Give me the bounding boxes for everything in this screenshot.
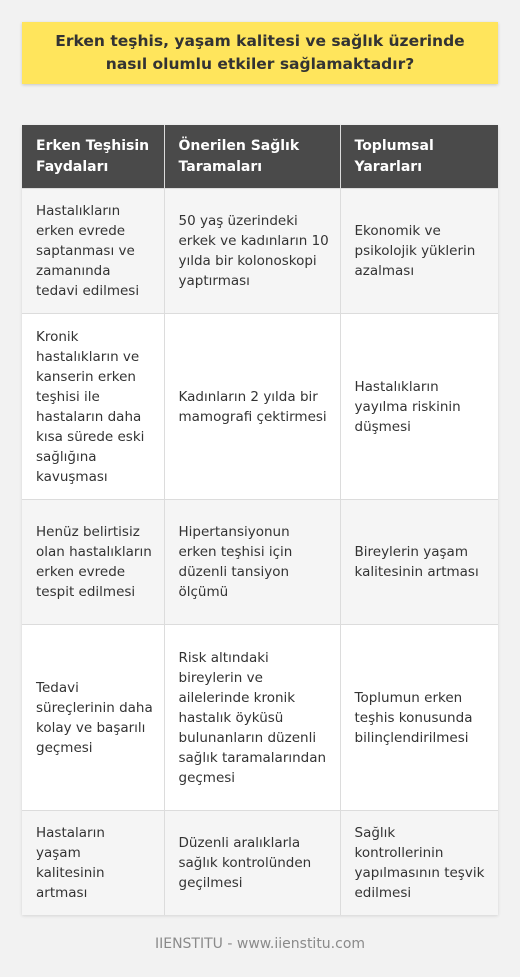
- table-header-row: [22, 125, 498, 189]
- table-cell: Toplumun erken teşhis konusunda bilinçlendirilmesi: [340, 625, 498, 811]
- table-cell: Hastalıkların erken evrede saptanması ve zamanında tedavi edilmesi: [22, 189, 164, 314]
- table-row: [22, 314, 498, 500]
- table-cell: Hastaların yaşam kalitesinin artması: [22, 811, 164, 916]
- column-header-social-benefits: Toplumsal Yararları: [340, 125, 498, 189]
- table-cell: Hipertansiyonun erken teşhisi için düzenli tansiyon ölçümü: [164, 500, 340, 625]
- table-cell: Kronik hastalıkların ve kanserin erken teşhisi ile hastaların daha kısa sürede eski sağlığına kavuşması: [22, 314, 164, 500]
- comparison-table: [22, 125, 498, 915]
- page-title: Erken teşhis, yaşam kalitesi ve sağlık üzerinde nasıl olumlu etkiler sağlamaktadır?: [55, 32, 465, 73]
- table-row: [22, 189, 498, 314]
- table-cell: Ekonomik ve psikolojik yüklerin azalması: [340, 189, 498, 314]
- table-cell: Tedavi süreçlerinin daha kolay ve başarılı geçmesi: [22, 625, 164, 811]
- title-banner: [22, 22, 498, 84]
- table-row: [22, 625, 498, 811]
- table-cell: Sağlık kontrollerinin yapılmasının teşvik edilmesi: [340, 811, 498, 916]
- table-cell: Risk altındaki bireylerin ve ailelerinde kronik hastalık öyküsü bulunanların düzenli sağlık taramalarından geçmesi: [164, 625, 340, 811]
- table-row: [22, 811, 498, 916]
- table-row: [22, 500, 498, 625]
- table-cell: Bireylerin yaşam kalitesinin artması: [340, 500, 498, 625]
- footer-credit: IIENSTITU - www.iienstitu.com: [154, 936, 366, 952]
- table-cell: Düzenli aralıklarla sağlık kontrolünden geçilmesi: [164, 811, 340, 916]
- table-cell: 50 yaş üzerindeki erkek ve kadınların 10 yılda bir kolonoskopi yaptırması: [164, 189, 340, 314]
- table-cell: Hastalıkların yayılma riskinin düşmesi: [340, 314, 498, 500]
- column-header-benefits: Erken Teşhisin Faydaları: [22, 125, 164, 189]
- comparison-table-container: [22, 125, 498, 915]
- table-cell: Henüz belirtisiz olan hastalıkların erken evrede tespit edilmesi: [22, 500, 164, 625]
- column-header-screenings: Önerilen Sağlık Taramaları: [164, 125, 340, 189]
- table-cell: Kadınların 2 yılda bir mamografi çektirmesi: [164, 314, 340, 500]
